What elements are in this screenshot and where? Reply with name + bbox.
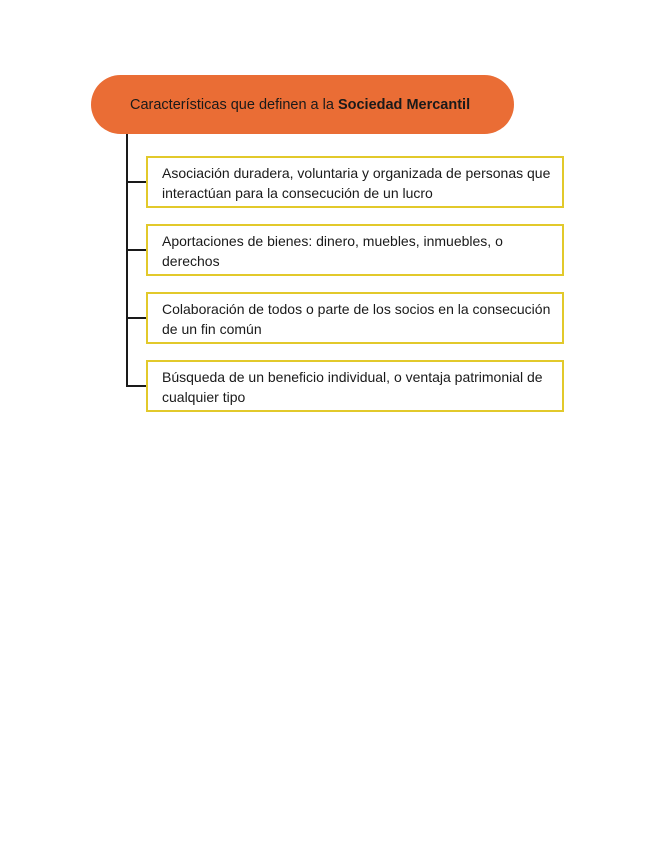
connector-branch-3	[126, 317, 147, 319]
connector-branch-2	[126, 249, 147, 251]
connector-branch-1	[126, 181, 147, 183]
characteristic-text-2: Aportaciones de bienes: dinero, muebles, inmuebles, o derechos	[162, 233, 503, 269]
characteristic-box-3	[146, 292, 564, 344]
characteristic-box-4	[146, 360, 564, 412]
title-bold: Sociedad Mercantil	[337, 96, 471, 113]
connector-branch-4	[126, 385, 147, 387]
characteristic-text-3: Colaboración de todos o parte de los socios en la consecución de un fin común	[162, 301, 551, 337]
characteristic-text-4: Búsqueda de un beneficio individual, o ventaja patrimonial de cualquier tipo	[162, 369, 543, 405]
characteristic-box-1	[146, 156, 564, 208]
diagram-title	[91, 75, 514, 134]
title-prefix: Características que definen a la	[130, 96, 334, 113]
connector-trunk	[126, 134, 128, 387]
characteristic-text-1: Asociación duradera, voluntaria y organizada de personas que interactúan para la consecución de un lucro	[162, 165, 551, 201]
characteristic-box-2	[146, 224, 564, 276]
